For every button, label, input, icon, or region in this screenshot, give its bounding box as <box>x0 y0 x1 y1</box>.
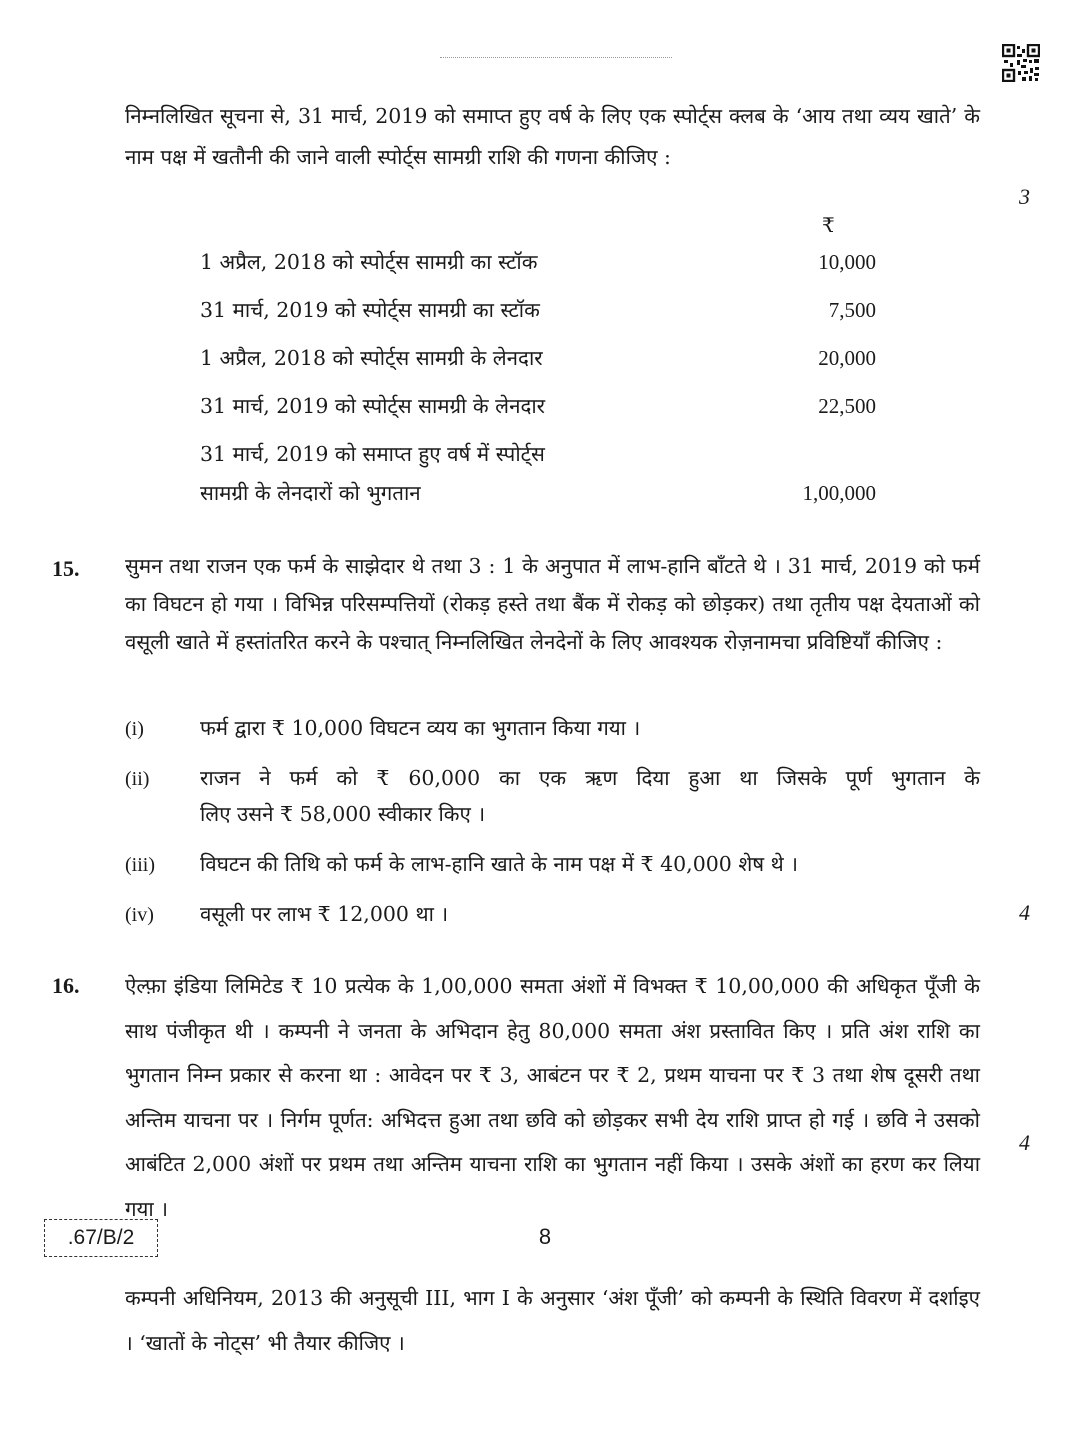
q15-item-text: फर्म द्वारा ₹ 10,000 विघटन व्यय का भुगतान किया गया । <box>200 716 641 740</box>
q15-item-text: वसूली पर लाभ ₹ 12,000 था । <box>200 902 449 926</box>
q15-item-roman: (i) <box>125 718 144 740</box>
q15-item-roman: (iv) <box>125 904 154 926</box>
q14-row-value: 10,000 <box>818 250 876 274</box>
q15-marks: 4 <box>1019 900 1030 925</box>
q14-row-value: 20,000 <box>818 346 876 370</box>
q14-currency-header: ₹ <box>822 213 835 237</box>
page-number: 8 <box>538 1224 552 1249</box>
q14-row-value: 22,500 <box>818 394 876 418</box>
paper-code-box: .67/B/2 <box>44 1219 158 1257</box>
q16-marks: 4 <box>1019 1130 1030 1155</box>
q14-marks: 3 <box>1019 184 1030 209</box>
q15-item-text: विघटन की तिथि को फर्म के लाभ-हानि खाते के नाम पक्ष में ₹ 40,000 शेष थे । <box>200 852 799 876</box>
q14-row-label: 31 मार्च, 2019 को समाप्त हुए वर्ष में स्पोर्ट्स <box>200 442 545 466</box>
q15-text: सुमन तथा राजन एक फर्म के साझेदार थे तथा 3 : 1 के अनुपात में लाभ-हानि बाँटते थे । 31 मार्च, 2019 को फर्म का विघटन हो गया । विभिन्न परिसम्पत्तियों (रोकड़ हस्ते तथा बैंक में रोकड़ को छोड़कर) तथा तृतीय पक्ष देयताओं को वसूली खाते में हस्तांतरित करने के पश्चात् निम्नलिखित लेनदेनों के लिए आवश्यक रोज़नामचा प्रविष्टियाँ कीजिए : <box>125 554 980 654</box>
q14-row-value: 7,500 <box>828 298 876 322</box>
q14-text: निम्नलिखित सूचना से, 31 मार्च, 2019 को समाप्त हुए वर्ष के लिए एक स्पोर्ट्स क्लब के ‘आय तथा व्यय खाते’ के नाम पक्ष में खतौनी की जाने वाली स्पोर्ट्स सामग्री राशि की गणना कीजिए : <box>125 104 980 169</box>
q15-item-text: लिए उसने ₹ 58,000 स्वीकार किए । <box>200 802 486 826</box>
q15-item-text: राजन ने फर्म को ₹ 60,000 का एक ऋण दिया हुआ था जिसके पूर्ण भुगतान के <box>200 766 980 790</box>
q14-row-label: 31 मार्च, 2019 को स्पोर्ट्स सामग्री के लेनदार <box>200 394 546 418</box>
q14-row-label: 31 मार्च, 2019 को स्पोर्ट्स सामग्री का स्टॉक <box>200 298 540 322</box>
q14-row-label: 1 अप्रैल, 2018 को स्पोर्ट्स सामग्री के लेनदार <box>200 346 543 370</box>
q16-text-instructions: कम्पनी अधिनियम, 2013 की अनुसूची III, भाग I के अनुसार ‘अंश पूँजी’ को कम्पनी के स्थिति विवरण में दर्शाइए । ‘खातों के नोट्स’ भी तैयार कीजिए । <box>125 1286 980 1355</box>
q15-item-roman: (iii) <box>125 854 155 876</box>
header-dotted-rule <box>440 57 672 60</box>
q15-item-roman: (ii) <box>125 768 150 790</box>
qr-code-icon <box>1002 44 1040 82</box>
q16-number: 16. <box>52 973 80 998</box>
q15-number: 15. <box>52 556 80 581</box>
q14-row-label: सामग्री के लेनदारों को भुगतान <box>200 481 421 505</box>
q14-row-label: 1 अप्रैल, 2018 को स्पोर्ट्स सामग्री का स्टॉक <box>200 250 538 274</box>
q14-row-value: 1,00,000 <box>802 481 876 505</box>
q16-text: ऐल्फ़ा इंडिया लिमिटेड ₹ 10 प्रत्येक के 1,00,000 समता अंशों में विभक्त ₹ 10,00,000 की अधिकृत पूँजी के साथ पंजीकृत थी । कम्पनी ने जनता के अभिदान हेतु 80,000 समता अंश प्रस्तावित किए । प्रति अंश राशि का भुगतान निम्न प्रकार से करना था : आवेदन पर ₹ 3, आबंटन पर ₹ 2, प्रथम याचना पर ₹ 3 तथा शेष दूसरी तथा अन्तिम याचना पर । निर्गम पूर्णत: अभिदत्त हुआ तथा छवि को छोड़कर सभी देय राशि प्राप्त हो गई । छवि ने उसको आबंटित 2,000 अंशों पर प्रथम तथा अन्तिम याचना राशि का भुगतान नहीं किया । उसके अंशों का हरण कर लिया गया । <box>125 974 980 1221</box>
